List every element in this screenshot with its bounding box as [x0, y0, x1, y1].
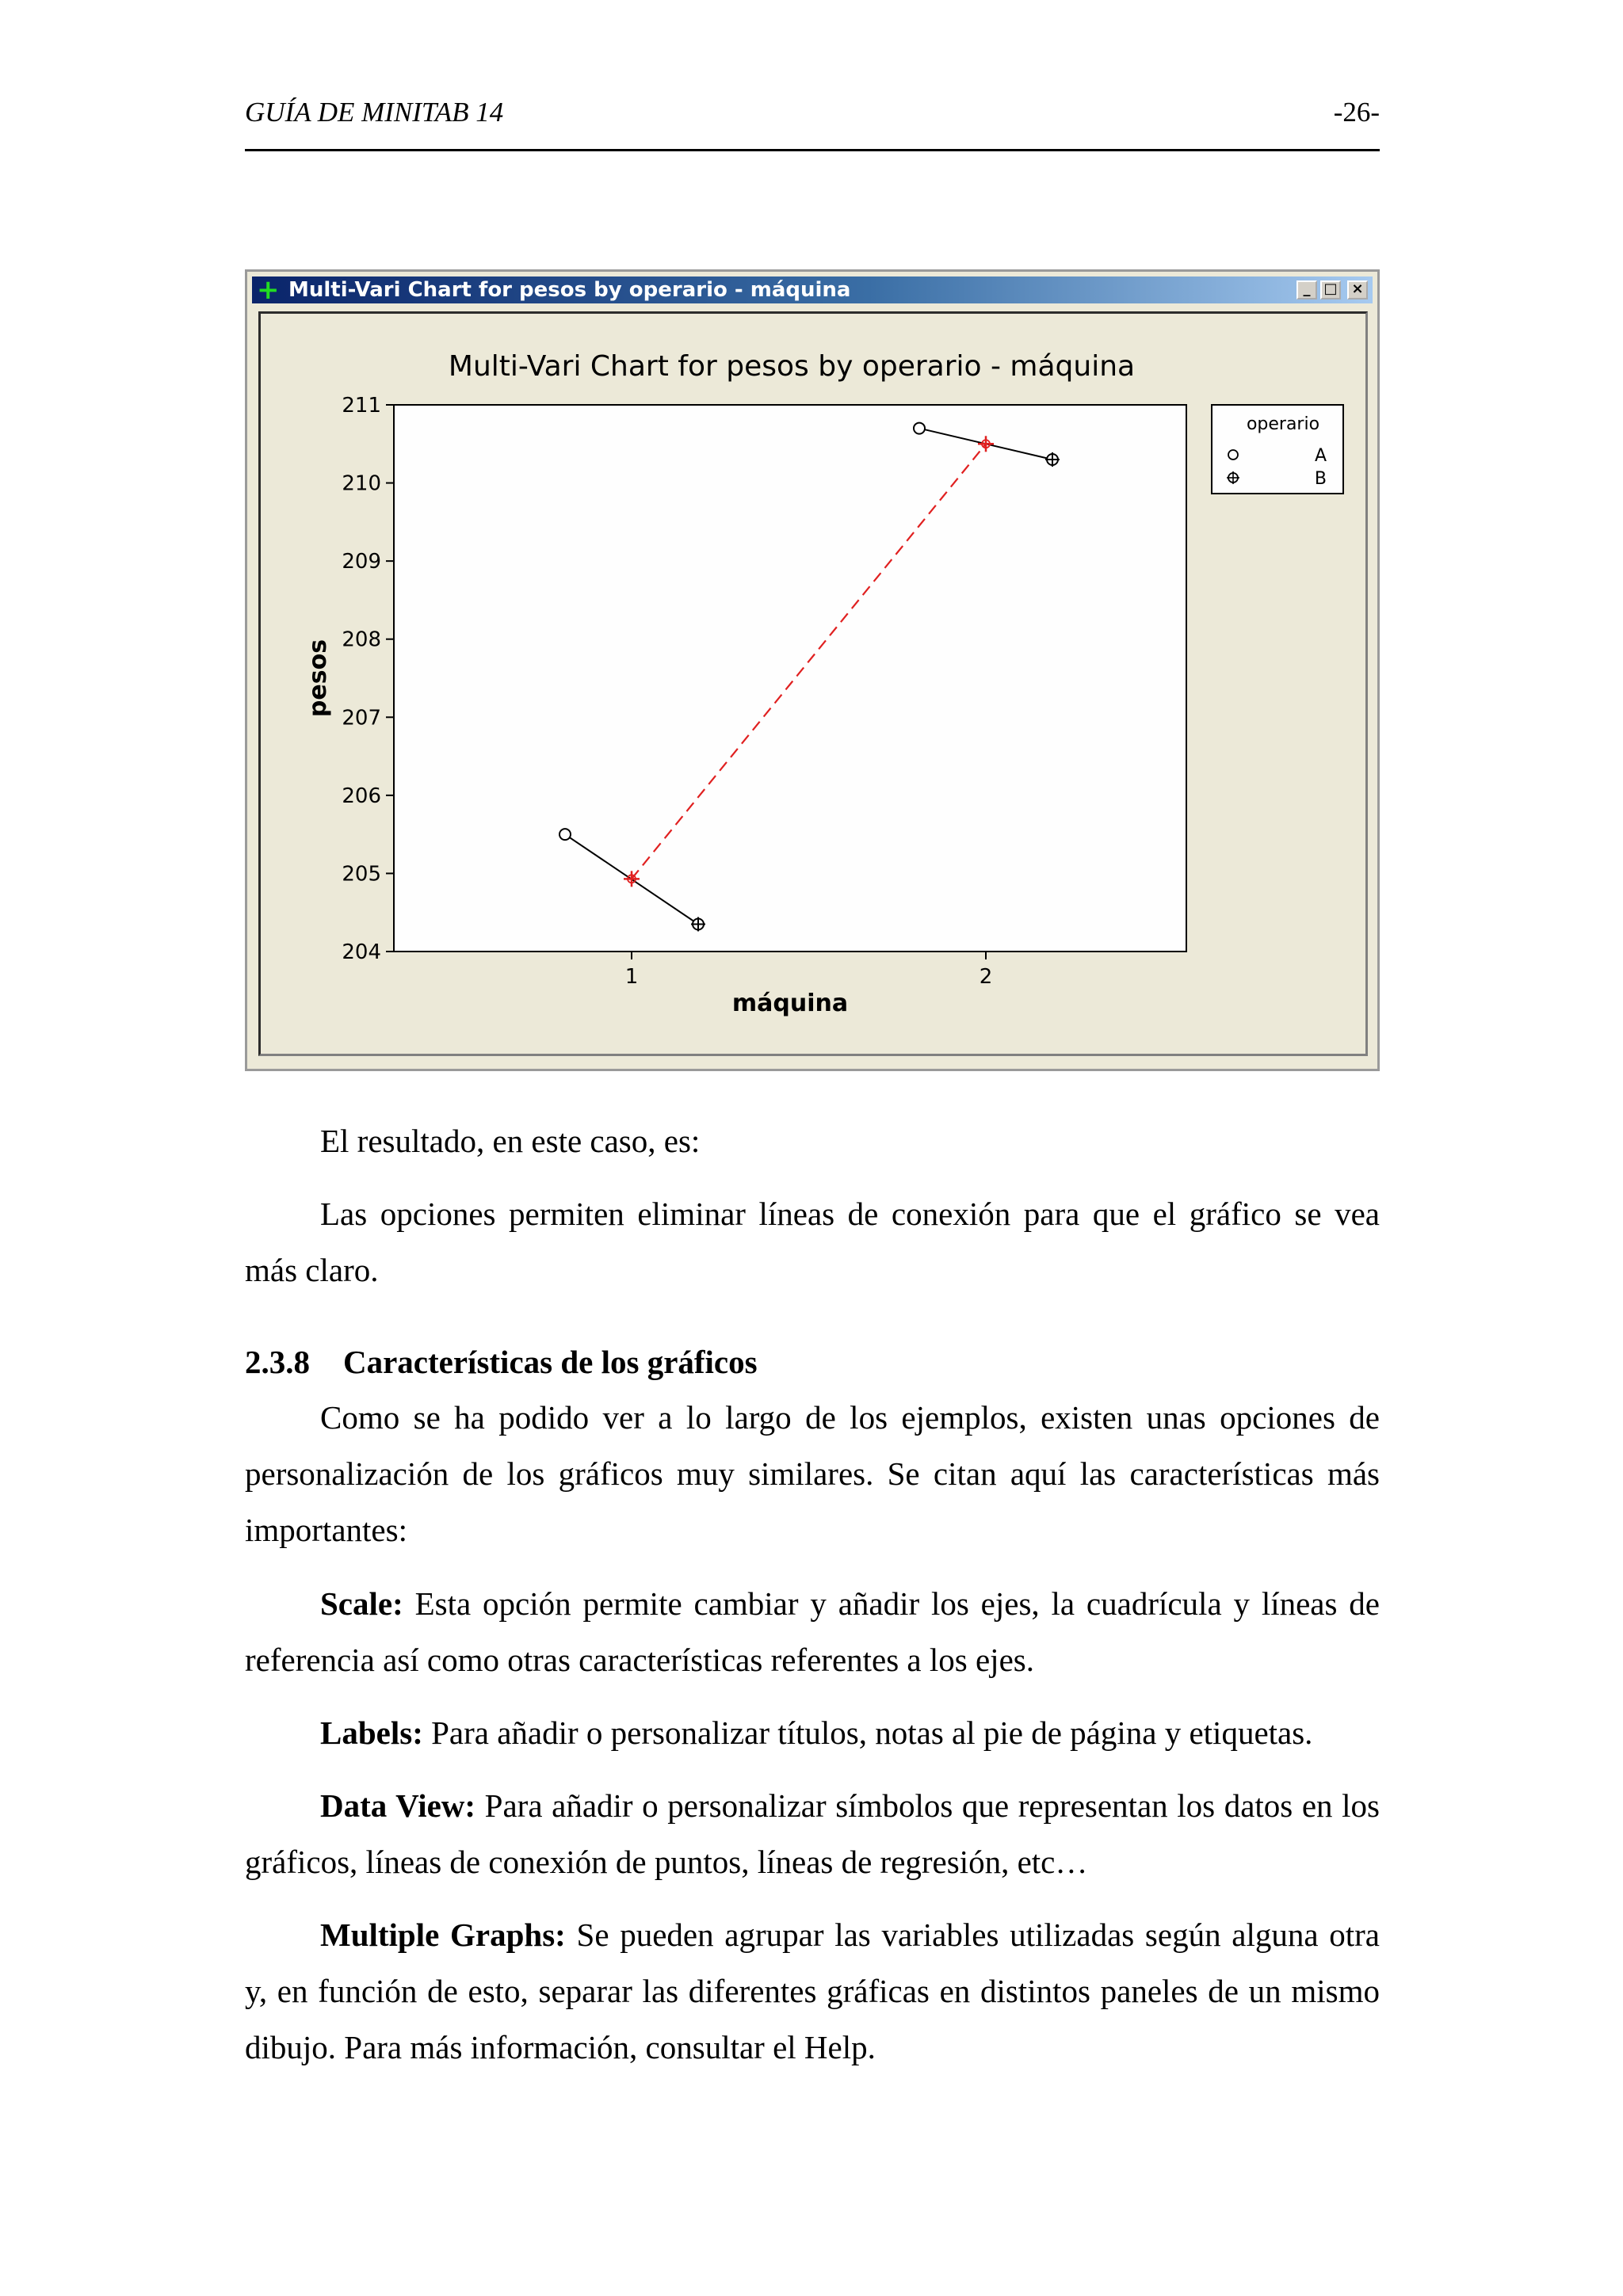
term-multiple-graphs: Multiple Graphs: [320, 1917, 566, 1953]
paragraph-labels [245, 1705, 1380, 1761]
x-axis-label: máquina [731, 990, 849, 1017]
y-tick-label: 206 [342, 784, 381, 808]
y-tick-label: 210 [342, 471, 381, 496]
paragraph-intro [245, 1390, 1380, 1558]
multi-vari-chart [261, 314, 1365, 1054]
term-data-view: Data View: [320, 1787, 476, 1824]
y-tick-label: 209 [342, 550, 381, 574]
y-tick-label: 205 [342, 862, 381, 887]
plot-area [394, 405, 1186, 952]
window-title: Multi-Vari Chart for pesos by operario - máquina [288, 278, 851, 302]
term-labels: Labels: [320, 1714, 423, 1751]
labels-description: Para añadir o personalizar títulos, notas al pie de página y etiquetas. [422, 1714, 1313, 1751]
paragraph-scale [245, 1576, 1380, 1688]
paragraph-options [245, 1186, 1380, 1299]
chart-window [245, 269, 1380, 1071]
y-axis-label: pesos [304, 639, 332, 718]
section-number: 2.3.8 [245, 1344, 310, 1380]
x-axis [625, 952, 993, 989]
paragraph-text: Como se ha podido ver a lo largo de los ejemplos, existen unas opciones de personalización de los gráficos muy similares. Se citan aquí las características más importantes: [245, 1399, 1380, 1548]
y-tick-label: 208 [342, 627, 381, 652]
y-tick-label: 207 [342, 706, 381, 730]
legend-title: operario [1246, 414, 1320, 434]
window-titlebar[interactable] [252, 274, 1373, 306]
section-heading [245, 1343, 758, 1381]
x-tick-label: 2 [979, 965, 993, 989]
y-tick-label: 211 [342, 394, 381, 418]
x-tick-label: 1 [624, 965, 639, 989]
legend-entry-a: A [1314, 446, 1327, 466]
maximize-button[interactable]: □ [1320, 280, 1341, 299]
minimize-button[interactable]: _ [1296, 280, 1317, 299]
plus-icon: + [257, 274, 280, 306]
paragraph-dataview [245, 1778, 1380, 1890]
chart-title: Multi-Vari Chart for pesos by operario - máquina [448, 350, 1136, 383]
paragraph-result [245, 1113, 1380, 1169]
page-number: -26- [1333, 97, 1380, 128]
point-operario-a [559, 829, 571, 840]
section-title: Características de los gráficos [343, 1344, 758, 1380]
multiple-description: Se pueden agrupar las variables utilizadas según alguna otra y, en función de esto, separar las diferentes gráficas en distintos paneles de un mismo dibujo. Para más información, consultar el Help. [245, 1917, 1380, 2065]
close-button[interactable]: × [1347, 280, 1368, 299]
legend [1212, 405, 1343, 494]
point-operario-a [914, 423, 925, 434]
term-scale: Scale: [320, 1585, 403, 1622]
page-header [245, 95, 1380, 151]
header-title: GUÍA DE MINITAB 14 [245, 97, 504, 128]
dataview-description: Para añadir o personalizar símbolos que representan los datos en los gráficos, líneas de conexión de puntos, líneas de regresión, etc… [245, 1787, 1380, 1880]
legend-entry-b: B [1314, 469, 1327, 489]
paragraph-multiple [245, 1907, 1380, 2076]
y-tick-label: 204 [342, 940, 381, 964]
y-axis [342, 394, 394, 964]
chart-area [258, 311, 1368, 1056]
scale-description: Esta opción permite cambiar y añadir los ejes, la cuadrícula y líneas de referencia así como otras características referentes a los ejes. [245, 1585, 1380, 1678]
paragraph-text: Las opciones permiten eliminar líneas de conexión para que el gráfico se vea más claro. [245, 1196, 1380, 1288]
paragraph-text: El resultado, en este caso, es: [320, 1123, 701, 1159]
